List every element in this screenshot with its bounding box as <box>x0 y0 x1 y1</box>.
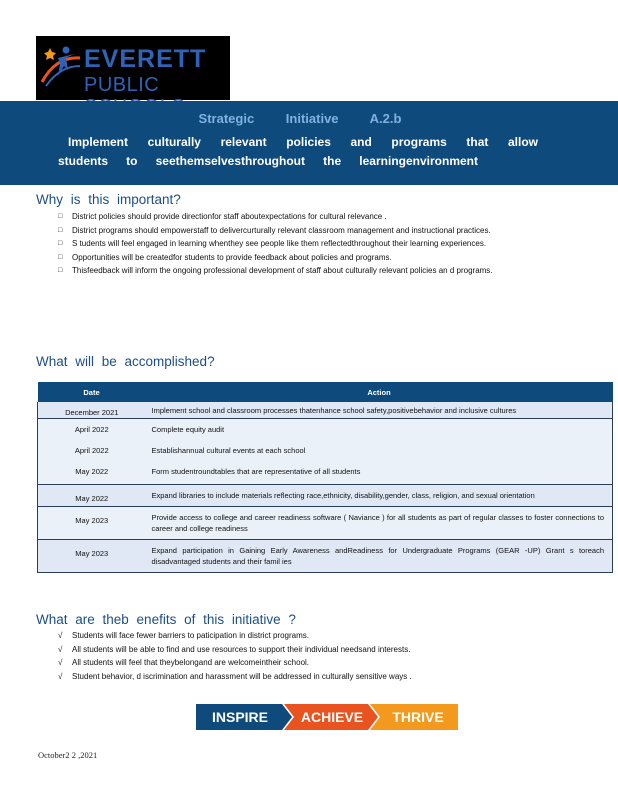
logo-text-line2: PUBLIC <box>84 74 160 96</box>
benefit-item: √ All students will feel that theybelongand are welcomeintheir school. <box>58 657 538 669</box>
action-cell: Expand libraries to include materials reflecting race,ethnicity, disability,gender, class, religion, and sexual orientation <box>146 485 613 507</box>
logo-text-line1: EVERETT <box>84 45 207 73</box>
date-cell: December 2021 <box>38 402 146 419</box>
table-row <box>38 507 613 540</box>
benefit-item: √ All students will be able to find and use resources to support their individual needsand interests. <box>58 644 538 656</box>
action-plan-table <box>37 382 613 573</box>
date-cell: May 2023 <box>38 540 146 573</box>
inspire-achieve-thrive-banner <box>196 704 458 730</box>
table-row <box>38 540 613 573</box>
why-item: □ Opportunities will be createdfor students to provide feedback about policies and programs. <box>58 252 538 264</box>
initiative-label: Strategic Initiative A.2.b <box>198 111 402 126</box>
why-heading: Why is this important? <box>36 192 181 207</box>
date-cell: April 2022 <box>74 425 109 434</box>
accomplish-heading: What will be accomplished? <box>36 354 215 369</box>
why-item: □ Thisfeedback will inform the ongoing professional development of staff about culturally relevant policies an d programs. <box>58 265 538 277</box>
table-row <box>38 485 613 507</box>
date-cell: May 2022 <box>38 485 146 507</box>
district-logo <box>36 36 230 100</box>
date-cell: May 2022 <box>75 467 109 476</box>
action-cell: Expand participation in Gaining Early Awareness andReadiness for Undergraduate Programs (GEAR -UP) Grant s toreach disadvantaged students and their famil ies <box>146 540 613 573</box>
benefit-item: √ Students will face fewer barriers to paticipation in district programs. <box>58 630 538 642</box>
date-cell: May 2023 <box>38 507 146 540</box>
table-row <box>38 402 613 419</box>
action-cell: Form studentroundtables that are representative of all students <box>151 467 361 476</box>
why-item: □ District policies should provide directionfor staff aboutexpectations for cultural relevance . <box>58 211 538 223</box>
achieve-word: ACHIEVE <box>300 709 364 725</box>
column-header-date: Date <box>38 382 146 402</box>
star-figure-icon <box>36 36 84 100</box>
banner-title-line2: students to seethemselvesthroughout the learningenvironment <box>58 154 478 168</box>
title-banner <box>0 101 618 185</box>
action-cell: Implement school and classroom processes thatenhance school safety,positivebehavior and inclusive cultures <box>146 402 613 419</box>
footer-date: October2 2 ,2021 <box>38 750 98 760</box>
action-cell: Complete equity audit <box>151 425 225 434</box>
action-cell: Provide access to college and career readiness software ( Naviance ) for all students as part of regular classes to foster connections to career and college readiness <box>146 507 613 540</box>
column-header-action: Action <box>146 382 613 402</box>
benefits-list <box>58 630 538 684</box>
benefits-heading: What are theb enefits of this initiative ? <box>36 612 296 627</box>
banner-title-line1: Implement culturally relevant policies and programs that allow <box>68 135 538 149</box>
why-item: □ S tudents will feel engaged in learning whenthey see people like them reflectedthroughout their learning experiences. <box>58 238 538 250</box>
action-cell: Establishannual cultural events at each school <box>151 446 306 455</box>
why-item: □ District programs should empowerstaff to delivercurturally relevant classroom management and instructional practices. <box>58 225 538 237</box>
date-cell: April 2022 <box>74 446 109 455</box>
inspire-word: INSPIRE <box>211 709 269 725</box>
benefit-item: √ Student behavior, d iscrimination and harassment will be addressed in culturally sensitive ways . <box>58 671 538 683</box>
why-list <box>58 211 538 279</box>
table-row <box>38 419 613 485</box>
thrive-word: THRIVE <box>392 709 444 725</box>
